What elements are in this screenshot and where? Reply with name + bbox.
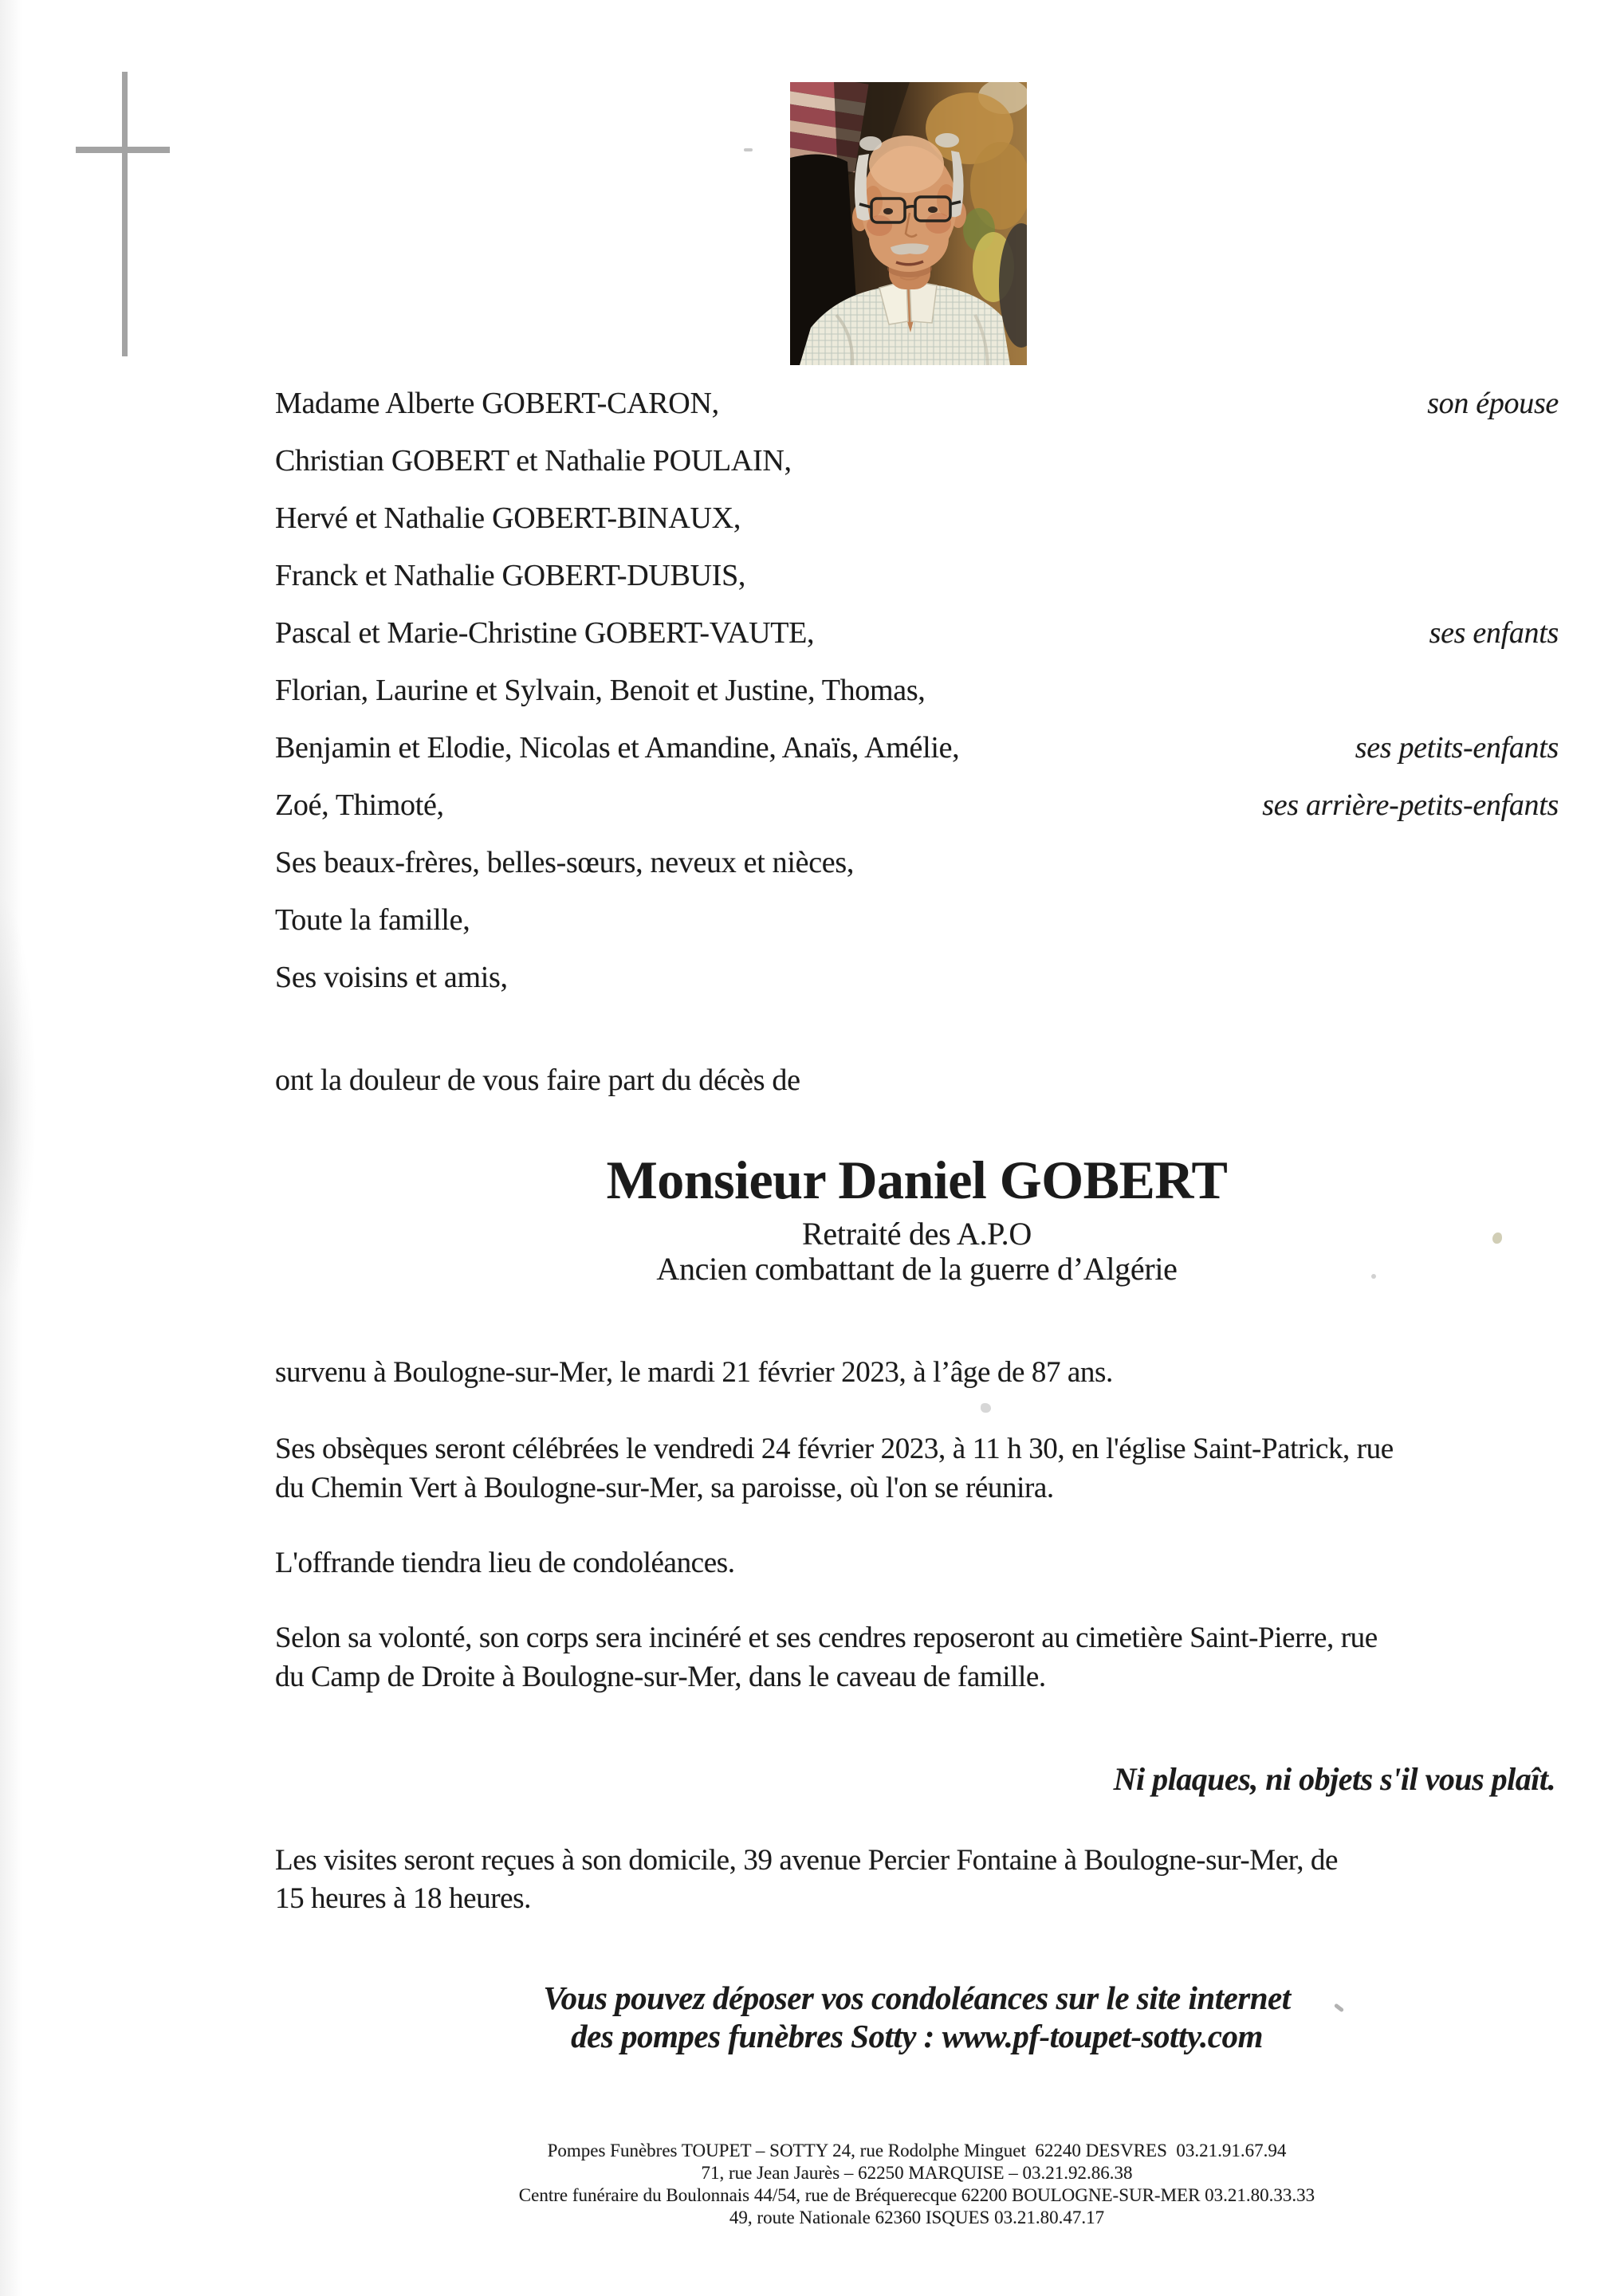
family-names: Hervé et Nathalie GOBERT-BINAUX, [275,501,741,535]
paragraph-line: Selon sa volonté, son corps sera incinéré et ses cendres reposeront au cimetière Saint-Pierre, rue [275,1622,1378,1654]
paragraph-line: 15 heures à 18 heures. [275,1882,532,1915]
note-line: Vous pouvez déposer vos condoléances sur le site internet [543,1980,1291,2016]
footer-line: Pompes Funèbres TOUPET – SOTTY 24, rue Rodolphe Minguet 62240 DESVRES 03.21.91.67.94 [547,2141,1287,2160]
no-plaques-request: Ni plaques, ni objets s'il vous plaît. [1113,1761,1555,1797]
cross-vertical-bar [122,72,128,356]
note-line-website: des pompes funèbres Sotty : www.pf-toupet-sotty.com [571,2018,1263,2054]
deceased-name: Monsieur Daniel GOBERT [606,1150,1228,1210]
online-condolences-note [275,1979,1559,2055]
family-row [275,719,1559,776]
family-list [275,375,1559,1006]
family-names: Franck et Nathalie GOBERT-DUBUIS, [275,559,746,592]
family-row [275,891,1559,949]
death-paragraph [275,1353,1567,1392]
family-names: Pascal et Marie-Christine GOBERT-VAUTE, [275,616,815,650]
family-row [275,834,1559,891]
cross-horizontal-bar [76,147,170,153]
family-names: Ses voisins et amis, [275,961,508,994]
paragraph-line: survenu à Boulogne-sur-Mer, le mardi 21 février 2023, à l’âge de 87 ans. [275,1356,1113,1389]
portrait-photo [790,82,1027,365]
family-names: Benjamin et Elodie, Nicolas et Amandine, Anaïs, Amélie, [275,731,960,765]
family-row [275,375,1559,432]
cremation-paragraph [275,1618,1567,1696]
scan-speck [981,1403,991,1413]
family-row [275,547,1559,604]
visits-paragraph [275,1842,1567,1918]
family-row [275,604,1559,662]
paragraph-line: du Camp de Droite à Boulogne-sur-Mer, dans le caveau de famille. [275,1661,1046,1693]
family-names: Florian, Laurine et Sylvain, Benoit et Justine, Thomas, [275,674,926,707]
family-names: Ses beaux-frères, belles-sœurs, neveux et nièces, [275,846,855,879]
funeral-home-footer [275,2140,1559,2229]
family-row [275,432,1559,489]
paragraph-line: Les visites seront reçues à son domicile, 39 avenue Percier Fontaine à Boulogne-sur-Mer, de [275,1844,1339,1877]
family-names: Madame Alberte GOBERT-CARON, [275,387,719,420]
scan-artifact-smudge [0,893,37,1307]
footer-line: Centre funéraire du Boulonnais 44/54, rue de Bréquerecque 62200 BOULOGNE-SUR-MER 03.21.80.33.33 [518,2185,1315,2205]
family-row [275,949,1559,1006]
footer-line: 71, rue Jean Jaurès – 62250 MARQUISE – 03.21.92.86.38 [701,2163,1133,2183]
family-names: Zoé, Thimoté, [275,788,444,822]
deceased-title-block [275,1152,1559,1208]
paragraph-line: L'offrande tiendra lieu de condoléances. [275,1547,735,1579]
family-names: Toute la famille, [275,903,470,937]
family-row [275,662,1559,719]
deceased-role: Retraité des A.P.O [802,1216,1032,1252]
scan-speck [744,148,753,151]
deceased-veteran-line: Ancien combattant de la guerre d’Algérie [656,1251,1178,1287]
relation-label: ses petits-enfants [1355,731,1559,765]
announcement-intro: ont la douleur de vous faire part du décès de [275,1063,800,1097]
offering-paragraph [275,1543,1567,1582]
family-row [275,489,1559,547]
relation-label: son épouse [1427,387,1559,420]
footer-line: 49, route Nationale 62360 ISQUES 03.21.80.47.17 [729,2208,1105,2227]
family-names: Christian GOBERT et Nathalie POULAIN, [275,444,792,478]
relation-label: ses arrière-petits-enfants [1262,788,1559,822]
relation-label: ses enfants [1429,616,1559,650]
paragraph-line: Ses obsèques seront célébrées le vendredi 24 février 2023, à 11 h 30, en l'église Saint-Patrick, rue [275,1433,1394,1465]
paragraph-line: du Chemin Vert à Boulogne-sur-Mer, sa paroisse, où l'on se réunira. [275,1472,1054,1504]
family-row [275,776,1559,834]
funeral-service-paragraph [275,1429,1567,1508]
